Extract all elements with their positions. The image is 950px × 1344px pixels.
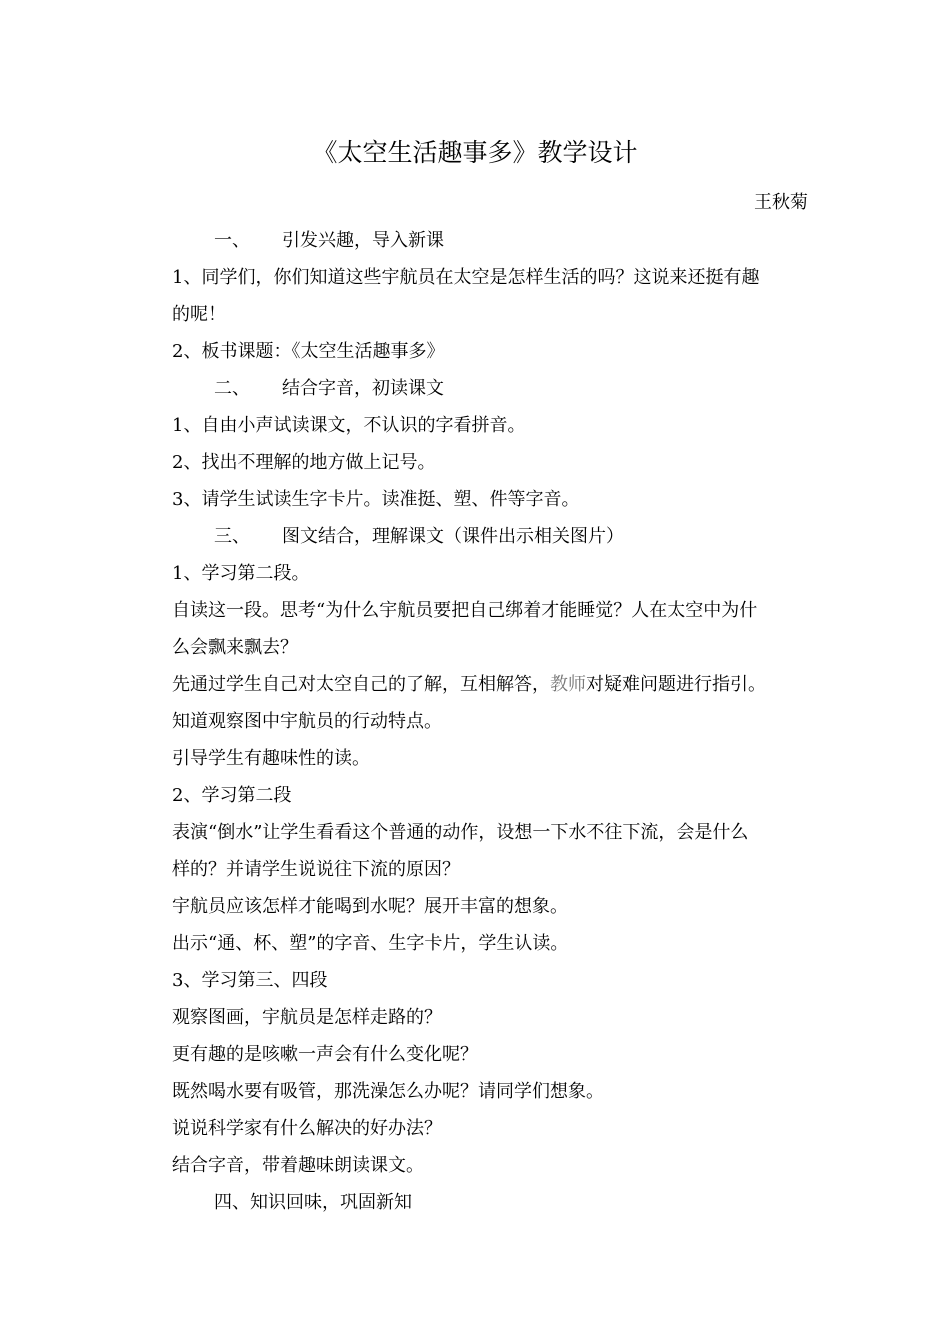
paragraph-line: 3、学习第三、四段: [172, 970, 328, 991]
author-name: 王秋菊: [754, 192, 808, 213]
section-heading-1: [172, 222, 812, 259]
paragraph-line: 3、请学生试读生字卡片。读准挺、塑、件等字音。: [172, 489, 580, 510]
paragraph-line: 2、学习第二段: [172, 785, 292, 806]
paragraph-line: 结合字音，带着趣味朗读课文。: [172, 1155, 424, 1176]
paragraph-line: 宇航员应该怎样才能喝到水呢？展开丰富的想象。: [172, 896, 568, 917]
paragraph-line: 更有趣的是咳嗽一声会有什么变化呢？: [172, 1044, 478, 1065]
paragraph-line: [172, 666, 812, 703]
paragraph-line: 么会飘来飘去？: [172, 637, 298, 658]
paragraph-line: 2、找出不理解的地方做上记号。: [172, 452, 436, 473]
text-span: 对疑难问题进行指引。: [586, 674, 766, 695]
paragraph-line: 表演“倒水”让学生看看这个普通的动作，设想一下水不往下流，会是什么: [172, 822, 749, 843]
section-number: 二、: [214, 378, 250, 399]
section-title: 结合字音，初读课文: [282, 378, 444, 399]
paragraph-line: 的呢！: [172, 304, 226, 325]
text-span: 先通过学生自己对太空自己的了解，互相解答，: [172, 674, 550, 695]
paragraph-line: 说说科学家有什么解决的好办法？: [172, 1118, 442, 1139]
paragraph-line: 引导学生有趣味性的读。: [172, 748, 370, 769]
section-heading-4: 四、知识回味，巩固新知: [214, 1192, 412, 1213]
paragraph-line: 样的？并请学生说说往下流的原因？: [172, 859, 460, 880]
paragraph-line: 2、板书课题：《太空生活趣事多》: [172, 341, 445, 362]
paragraph-line: 自读这一段。思考“为什么宇航员要把自己绑着才能睡觉？人在太空中为什: [172, 600, 758, 621]
section-title: 引发兴趣，导入新课: [282, 230, 444, 251]
section-number: 三、: [214, 526, 250, 547]
paragraph-line: 出示“通、杯、塑”的字音、生字卡片，学生认读。: [172, 933, 569, 954]
teacher-link[interactable]: 教师: [550, 674, 586, 695]
section-heading-2: [172, 370, 812, 407]
paragraph-line: 1、同学们，你们知道这些宇航员在太空是怎样生活的吗？这说来还挺有趣: [172, 267, 760, 288]
section-number: 一、: [214, 230, 250, 251]
paragraph-line: 1、学习第二段。: [172, 563, 310, 584]
paragraph-line: 1、自由小声试读课文，不认识的字看拼音。: [172, 415, 526, 436]
document-body: [172, 222, 812, 1221]
section-title: 图文结合，理解课文（课件出示相关图片）: [282, 526, 624, 547]
paragraph-line: 既然喝水要有吸管，那洗澡怎么办呢？请同学们想象。: [172, 1081, 604, 1102]
document-title: 《太空生活趣事多》教学设计: [312, 138, 638, 167]
paragraph-line: 观察图画，宇航员是怎样走路的？: [172, 1007, 442, 1028]
paragraph-line: 知道观察图中宇航员的行动特点。: [172, 711, 442, 732]
section-heading-3: [172, 518, 812, 555]
